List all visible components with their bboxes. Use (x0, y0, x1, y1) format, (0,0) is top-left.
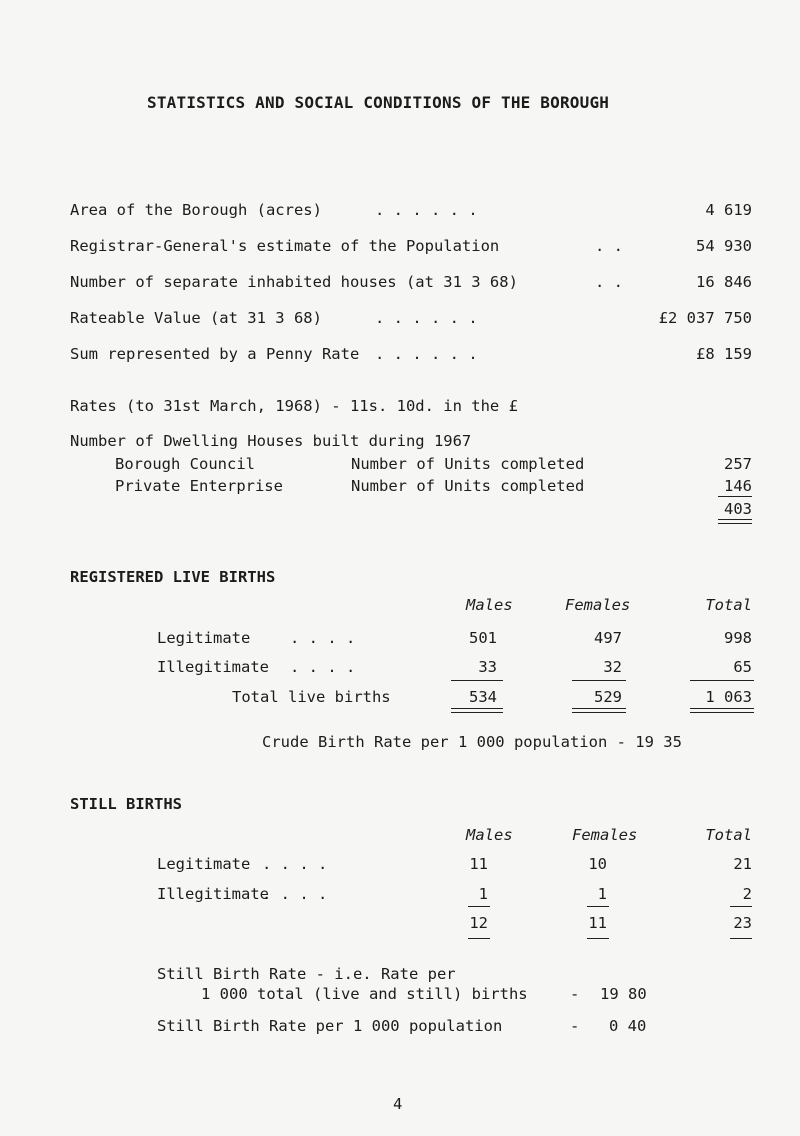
live-births-heading: REGISTERED LIVE BIRTHS (70, 568, 276, 586)
still-col-total: Total (705, 826, 752, 844)
still-total-females: 11 (588, 914, 607, 932)
still-legit-label: Legitimate (157, 855, 251, 873)
penny-rate-label: Sum represented by a Penny Rate (70, 345, 360, 363)
still-legit-total: 21 (733, 855, 752, 873)
live-illegit-males: 33 (478, 658, 497, 676)
live-legit-label: Legitimate (157, 629, 251, 647)
live-col-males: Males (466, 596, 513, 614)
live-males-dbl-rule (451, 708, 503, 713)
still-total-total: 23 (733, 914, 752, 932)
houses-label: Number of separate inhabited houses (at 31 3 68) (70, 273, 518, 291)
area-label: Area of the Borough (acres) (70, 201, 322, 219)
houses-value: 16 846 (696, 273, 752, 291)
live-legit-females: 497 (594, 629, 622, 647)
dwellings-rule (718, 496, 752, 497)
still-illegit-dots: . . . . (262, 885, 328, 903)
live-total-rule (690, 680, 754, 681)
area-value: 4 619 (705, 201, 752, 219)
still-total-males: 12 (469, 914, 488, 932)
still-rate-dash: - (570, 985, 580, 1003)
live-illegit-dots: . . . . (290, 658, 356, 676)
rates-line: Rates (to 31st March, 1968) - 11s. 10d. in the £ (70, 397, 518, 415)
still-males-bottom-rule (468, 938, 490, 939)
live-illegit-label: Illegitimate (157, 658, 269, 676)
still-legit-males: 11 (469, 855, 488, 873)
rateable-label: Rateable Value (at 31 3 68) (70, 309, 322, 327)
still-legit-females: 10 (588, 855, 607, 873)
still-births-heading: STILL BIRTHS (70, 795, 182, 813)
population-dots: . . (595, 237, 623, 255)
page-title: STATISTICS AND SOCIAL CONDITIONS OF THE BOROUGH (147, 93, 610, 112)
dwellings-private-value: 146 (724, 477, 752, 495)
live-legit-total: 998 (724, 629, 752, 647)
live-females-dbl-rule (572, 708, 626, 713)
still-illegit-females: 1 (597, 885, 607, 903)
live-total-females: 529 (594, 688, 622, 706)
still-legit-dots: . . . . (262, 855, 328, 873)
still-illegit-label: Illegitimate (157, 885, 269, 903)
still-females-bottom-rule (587, 938, 609, 939)
rateable-dots: . . . . . . (375, 309, 478, 327)
rateable-value: £2 037 750 (658, 309, 752, 327)
dwellings-council-value: 257 (724, 455, 752, 473)
still-pop-rate-dash: - (570, 1017, 580, 1035)
still-females-rule (587, 906, 609, 907)
live-total-dbl-rule (690, 708, 754, 713)
still-total-rule (730, 906, 752, 907)
still-illegit-total: 2 (742, 885, 752, 903)
live-col-females: Females (565, 596, 631, 614)
live-total-label: Total live births (232, 688, 391, 706)
still-rate-value: 19 80 (600, 985, 647, 1003)
population-label: Registrar-General's estimate of the Population (70, 237, 500, 255)
live-females-rule (572, 680, 626, 681)
dwellings-total: 403 (724, 500, 752, 518)
still-rate-label-line1: Still Birth Rate - i.e. Rate per (157, 965, 456, 983)
dwellings-council-desc: Number of Units completed (351, 455, 585, 473)
still-illegit-males: 1 (478, 885, 488, 903)
still-pop-rate-label: Still Birth Rate per 1 000 population (157, 1017, 503, 1035)
live-legit-males: 501 (469, 629, 497, 647)
live-illegit-total: 65 (733, 658, 752, 676)
population-value: 54 930 (696, 237, 752, 255)
still-col-females: Females (572, 826, 638, 844)
dwellings-council-label: Borough Council (115, 455, 255, 473)
page-number: 4 (393, 1095, 403, 1113)
crude-birth-rate: Crude Birth Rate per 1 000 population - 19 35 (262, 733, 682, 751)
dwellings-heading: Number of Dwelling Houses built during 1967 (70, 432, 472, 450)
live-col-total: Total (705, 596, 752, 614)
live-males-rule (451, 680, 503, 681)
houses-dots: . . (595, 273, 623, 291)
live-total-males: 534 (469, 688, 497, 706)
still-total-bottom-rule (730, 938, 752, 939)
dwellings-private-desc: Number of Units completed (351, 477, 585, 495)
still-pop-rate-value: 0 40 (609, 1017, 647, 1035)
penny-rate-value: £8 159 (696, 345, 752, 363)
dwellings-total-rule (718, 519, 752, 524)
still-rate-label-line2: 1 000 total (live and still) births (201, 985, 528, 1003)
live-illegit-females: 32 (603, 658, 622, 676)
still-col-males: Males (466, 826, 513, 844)
live-total-total: 1 063 (705, 688, 752, 706)
dwellings-private-label: Private Enterprise (115, 477, 283, 495)
penny-rate-dots: . . . . . . (375, 345, 478, 363)
still-males-rule (468, 906, 490, 907)
area-dots: . . . . . . (375, 201, 478, 219)
live-legit-dots: . . . . (290, 629, 356, 647)
